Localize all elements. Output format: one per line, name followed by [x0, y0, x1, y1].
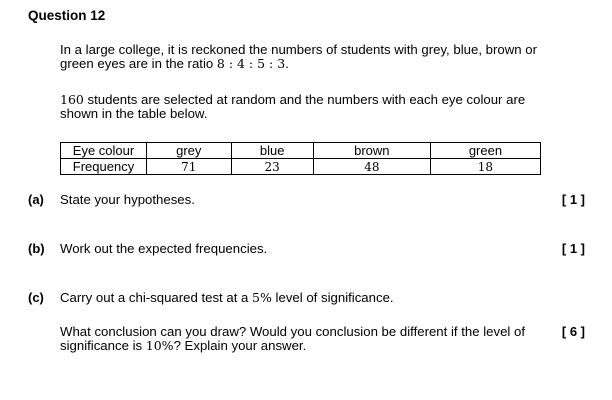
table-cell: 71	[147, 159, 232, 175]
part-c-conclusion	[60, 325, 550, 353]
part-a-marks: [ 1 ]	[561, 192, 585, 207]
eye-colour-table	[60, 142, 541, 175]
table-row	[61, 143, 541, 159]
table-cell: 48	[313, 159, 430, 175]
part-c-text-b: level of significance.	[271, 290, 394, 305]
table-header-cell: green	[430, 143, 540, 159]
intro-period: .	[285, 56, 289, 71]
part-b-label: (b)	[28, 241, 45, 256]
table-label-cell: Frequency	[61, 159, 147, 175]
part-a-text: State your hypotheses.	[60, 192, 195, 207]
significance-10: 10%	[145, 338, 174, 353]
table-header-cell: Eye colour	[61, 143, 147, 159]
table-header-cell: grey	[147, 143, 232, 159]
table-header-cell: blue	[231, 143, 313, 159]
intro-text: In a large college, it is reckoned the numbers of students with grey, blue, brown or green eyes are in the ratio	[60, 42, 537, 71]
question-intro-sample	[60, 93, 550, 121]
sample-text: students are selected at random and the numbers with each eye colour are shown in the table below.	[60, 92, 526, 121]
part-c-text	[60, 291, 550, 305]
part-b-marks: [ 1 ]	[561, 241, 585, 256]
part-c-text-a: Carry out a chi-squared test at a	[60, 290, 253, 305]
table-row	[61, 159, 541, 175]
part-a-label: (a)	[28, 192, 44, 207]
question-title: Question 12	[28, 8, 106, 23]
table-header-cell: brown	[313, 143, 430, 159]
conclusion-text-b: ? Explain your answer.	[173, 338, 307, 353]
ratio-value: 8 : 4 : 5 : 3	[216, 56, 286, 71]
part-c-marks: [ 6 ]	[561, 324, 585, 339]
table-cell: 18	[430, 159, 540, 175]
part-b-text: Work out the expected frequencies.	[60, 241, 268, 256]
part-c-label: (c)	[28, 290, 44, 305]
conclusion-text-a: What conclusion can you draw? Would you conclusion be different if the level of significance is	[60, 324, 526, 353]
sample-size: 160	[60, 92, 84, 107]
question-intro-ratio	[60, 43, 550, 71]
table-cell: 23	[231, 159, 313, 175]
significance-5: 5%	[252, 290, 272, 305]
